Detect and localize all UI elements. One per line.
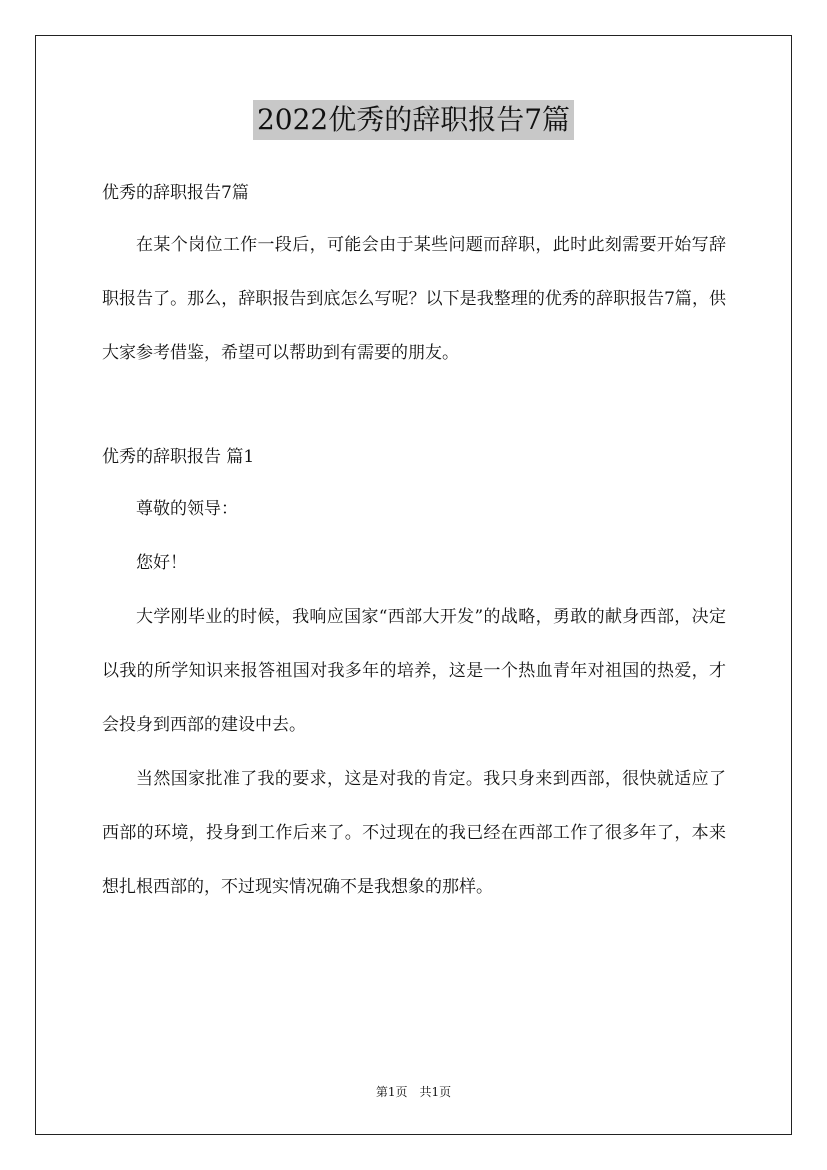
document-title: 2022优秀的辞职报告7篇 xyxy=(253,100,574,140)
document-body xyxy=(102,168,726,914)
title-container xyxy=(0,100,827,140)
greeting: 您好！ xyxy=(136,553,187,573)
section-spacer xyxy=(102,380,726,432)
salutation: 尊敬的领导： xyxy=(136,499,238,519)
page-footer: 第1页 共1页 xyxy=(375,1085,452,1099)
section-heading: 优秀的辞职报告 篇1 xyxy=(102,447,255,467)
body-paragraph: 当然国家批准了我的要求，这是对我的肯定。我只身来到西部，很快就适应了西部的环境，投身到工作后来了。不过现在的我已经在西部工作了很多年了，本来想扎根西部的，不过现实情况确不是我想象的那样。 xyxy=(102,769,726,897)
intro-paragraph: 在某个岗位工作一段后，可能会由于某些问题而辞职，此时此刻需要开始写辞职报告了。那么，辞职报告到底怎么写呢？以下是我整理的优秀的辞职报告7篇，供大家参考借鉴，希望可以帮助到有需要的朋友。 xyxy=(102,235,726,363)
document-subtitle: 优秀的辞职报告7篇 xyxy=(102,183,249,203)
body-paragraph: 大学刚毕业的时候，我响应国家“西部大开发”的战略，勇敢的献身西部，决定以我的所学知识来报答祖国对我多年的培养，这是一个热血青年对祖国的热爱，才会投身到西部的建设中去。 xyxy=(102,607,726,735)
